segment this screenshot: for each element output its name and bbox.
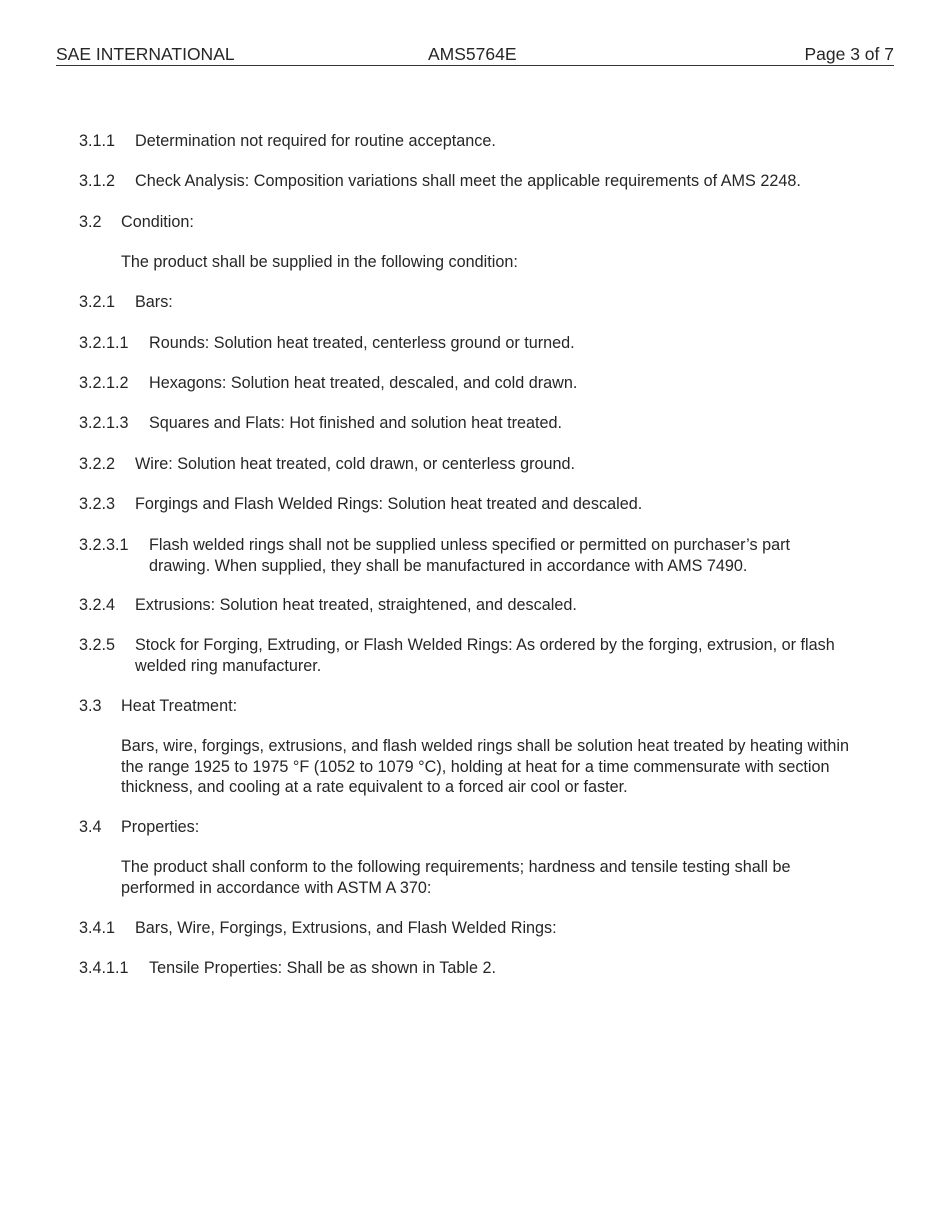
- section-number: 3.2.1.1: [79, 334, 129, 352]
- section-number: 3.4: [79, 818, 102, 836]
- section-number: 3.3: [79, 697, 102, 715]
- section-text: Forgings and Flash Welded Rings: Solution heat treated and descaled.: [135, 495, 643, 513]
- section-number: 3.2.2: [79, 455, 116, 473]
- section-text: Squares and Flats: Hot finished and solution heat treated.: [149, 414, 563, 432]
- section-body: The product shall be supplied in the following condition:: [121, 253, 518, 271]
- section-number: 3.2: [79, 213, 102, 231]
- section-number: 3.1.2: [79, 172, 116, 190]
- page-header: [56, 44, 894, 66]
- section-text: Determination not required for routine acceptance.: [135, 132, 496, 150]
- section-number: 3.2.3.1: [79, 536, 129, 554]
- section-heading: Condition:: [121, 213, 194, 231]
- section-number: 3.2.3: [79, 495, 116, 513]
- section-heading: Bars:: [135, 293, 173, 311]
- section-text: Stock for Forging, Extruding, or Flash Welded Rings: As ordered by the forging, extrusion, or flash welded ring manufacturer.: [135, 636, 835, 675]
- section-text: Tensile Properties: Shall be as shown in Table 2.: [149, 959, 497, 977]
- section-number: 3.4.1.1: [79, 959, 129, 977]
- section-text: Hexagons: Solution heat treated, descaled, and cold drawn.: [149, 374, 578, 392]
- section-number: 3.1.1: [79, 132, 116, 150]
- section-number: 3.4.1: [79, 919, 116, 937]
- section-text: Rounds: Solution heat treated, centerless ground or turned.: [149, 334, 575, 352]
- section-text: Flash welded rings shall not be supplied unless specified or permitted on purchaser’s part drawing. When supplied, they shall be manufactured in accordance with AMS 7490.: [149, 536, 790, 575]
- section-number: 3.2.1.3: [79, 414, 129, 432]
- section-heading: Heat Treatment:: [121, 697, 238, 715]
- section-number: 3.2.4: [79, 596, 116, 614]
- section-text: Check Analysis: Composition variations shall meet the applicable requirements of AMS 2248.: [135, 172, 801, 190]
- header-page-number: Page 3 of 7: [804, 44, 894, 64]
- section-heading: Properties:: [121, 818, 200, 836]
- section-body: Bars, wire, forgings, extrusions, and flash welded rings shall be solution heat treated by heating within the range 1925 to 1975 °F (1052 to 1079 °C), holding at heat for a time commensurate with section thickness, and cooling at a rate equivalent to a forced air cool or faster.: [121, 737, 849, 796]
- section-number: 3.2.5: [79, 636, 116, 654]
- section-text: Wire: Solution heat treated, cold drawn, or centerless ground.: [135, 455, 575, 473]
- header-org: SAE INTERNATIONAL: [56, 44, 235, 64]
- header-doc-id: AMS5764E: [428, 44, 517, 64]
- section-number: 3.2.1: [79, 293, 116, 311]
- section-body: The product shall conform to the following requirements; hardness and tensile testing shall be performed in accordance with ASTM A 370:: [121, 858, 791, 897]
- section-number: 3.2.1.2: [79, 374, 129, 392]
- section-heading: Bars, Wire, Forgings, Extrusions, and Flash Welded Rings:: [135, 919, 557, 937]
- section-text: Extrusions: Solution heat treated, straightened, and descaled.: [135, 596, 577, 614]
